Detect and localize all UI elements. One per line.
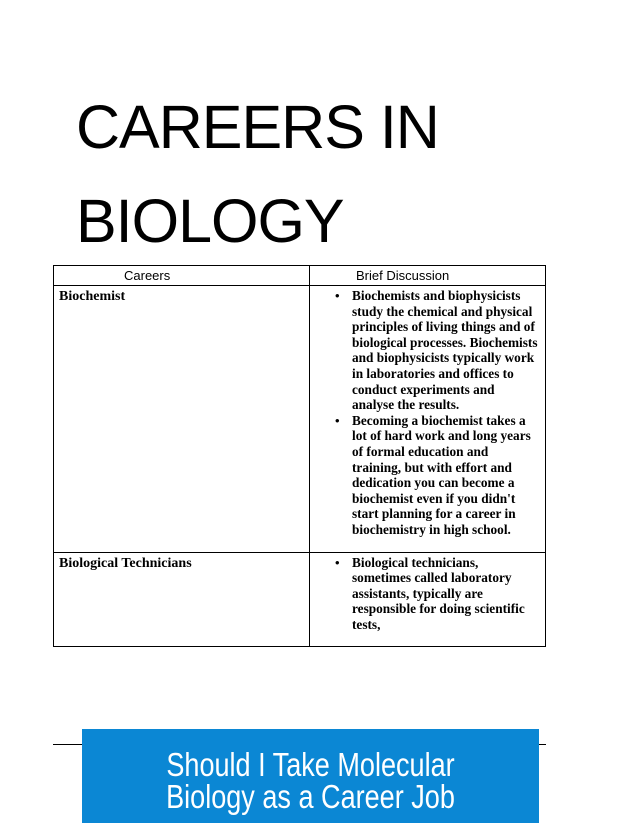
list-item: • Becoming a biochemist takes a lot of hard work and long years of formal education and training, but with effort and dedication you can become a biochemist even if you didn't start planning for a career in biochemistry in high school. [352,413,539,538]
list-item: • Biochemists and biophysicists study the chemical and physical principles of living things and of biological processes. Biochemists and biophysicists typically work in laboratories and offices to conduct experiments and analyse the results. [352,288,539,413]
page-title-line-1: CAREERS IN [76,93,439,161]
career-discussion [310,552,546,647]
discussion-list [316,555,539,633]
careers-table [53,265,546,647]
discussion-list [316,288,539,538]
banner-line-1: Should I Take Molecular [166,746,455,783]
header-brief-discussion: Brief Discussion [310,266,546,286]
banner-line-2: Biology as a Career Job [166,778,455,815]
table-row [54,552,546,647]
page-title [76,80,439,268]
page-title-line-2: BIOLOGY [76,187,344,255]
careers-table-container [53,265,546,745]
career-discussion [310,286,546,553]
career-name: Biochemist [54,286,310,553]
career-name: Biological Technicians [54,552,310,647]
list-item: • Biological technicians, sometimes called laboratory assistants, typically are responsible for doing scientific tests, [352,555,539,633]
table-row [54,286,546,553]
header-careers: Careers [54,266,310,286]
caption-banner [82,729,539,823]
table-header-row [54,266,546,286]
